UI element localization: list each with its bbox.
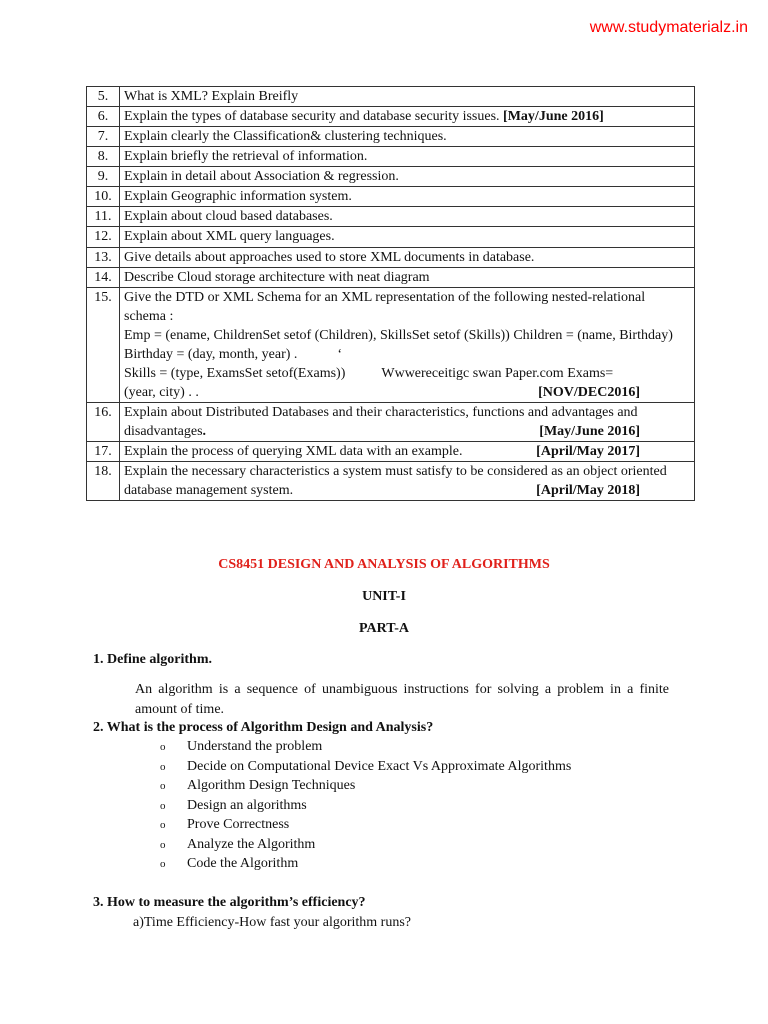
part-heading: PART-A: [358, 621, 410, 636]
course-title: CS8451 DESIGN AND ANALYSIS OF ALGORITHMS: [218, 557, 550, 572]
bullet-icon: o: [160, 858, 166, 870]
table-row: [87, 187, 695, 207]
table-row: [87, 248, 695, 268]
question-text: Explain about XML query languages.: [120, 227, 695, 248]
list-item: o Design an algorithms: [160, 796, 571, 816]
question-text: Explain the types of database security and database security issues. [May/June 2016]: [120, 107, 695, 127]
table-row: [87, 107, 695, 127]
list-item: o Analyze the Algorithm: [160, 835, 571, 855]
bullet-icon: o: [160, 819, 166, 831]
table-row: [87, 403, 695, 442]
question-number: 6.: [87, 107, 120, 127]
question-heading: 3. How to measure the algorithm’s efficiency?: [93, 895, 366, 910]
question-number: 18.: [87, 462, 120, 501]
question-number: 7.: [87, 127, 120, 147]
list-item: o Prove Correctness: [160, 815, 571, 835]
table-row: [87, 288, 695, 403]
bullet-icon: o: [160, 780, 166, 792]
q15-line: Give the DTD or XML Schema for an XML representation of the following nested-relational schema :: [124, 290, 646, 324]
question-number: 9.: [87, 167, 120, 187]
list-item: o Code the Algorithm: [160, 854, 571, 874]
table-row: [87, 227, 695, 248]
question-text: Explain the necessary characteristics a system must satisfy to be considered as an object oriented database management system. [April/May 2018]: [120, 462, 695, 501]
exam-tag: [May/June 2016]: [539, 424, 640, 439]
q15-line: Emp = (ename, ChildrenSet setof (Children), SkillsSet setof (Skills)) Children = (name, Birthday): [124, 328, 673, 343]
question-text: Explain briefly the retrieval of information.: [120, 147, 695, 167]
question-number: 5.: [87, 87, 120, 107]
question-number: 8.: [87, 147, 120, 167]
bullet-icon: o: [160, 799, 166, 812]
q15-line: (year, city) . . [NOV/DEC2016]: [124, 385, 640, 400]
table-row: [87, 147, 695, 167]
question-text: Explain the process of querying XML data with an example. [April/May 2017]: [120, 442, 695, 462]
question-text: Explain Geographic information system.: [120, 187, 695, 207]
question-number: 16.: [87, 403, 120, 442]
question-heading: 2. What is the process of Algorithm Design and Analysis?: [93, 720, 434, 735]
answer-paragraph: An algorithm is a sequence of unambiguous instructions for solving a problem in a finite amount of time.: [135, 682, 669, 717]
list-item: o Algorithm Design Techniques: [160, 776, 571, 796]
bullet-icon: o: [160, 838, 166, 851]
table-row: [87, 207, 695, 227]
table-row: [87, 268, 695, 288]
question-heading: 1. Define algorithm.: [93, 652, 212, 667]
exam-tag: [April/May 2018]: [536, 483, 640, 498]
exam-tag: [May/June 2016]: [503, 109, 604, 124]
table-row: [87, 167, 695, 187]
question-number: 14.: [87, 268, 120, 288]
q15-line: Skills = (type, ExamsSet setof(Exams)) Wwwereceitigc swan Paper.com Exams=: [124, 366, 614, 381]
question-table: [86, 86, 695, 501]
question-text: Explain in detail about Association & regression.: [120, 167, 695, 187]
table-row: [87, 462, 695, 501]
question-number: 11.: [87, 207, 120, 227]
question-text: Describe Cloud storage architecture with neat diagram: [120, 268, 695, 288]
question-text: [120, 288, 695, 403]
question-text: Explain about Distributed Databases and their characteristics, functions and advantages and disadvantages. [May/June 2016]: [120, 403, 695, 442]
unit-heading: UNIT-I: [362, 589, 406, 604]
list-item: o Decide on Computational Device Exact Vs Approximate Algorithms: [160, 757, 571, 777]
q15-line: Birthday = (day, month, year) . ‘: [124, 347, 343, 362]
exam-tag: [NOV/DEC2016]: [538, 385, 640, 400]
answer-subpoint: a)Time Efficiency-How fast your algorithm runs?: [133, 915, 411, 930]
table-row: [87, 87, 695, 107]
table-row: [87, 127, 695, 147]
question-number: 13.: [87, 248, 120, 268]
list-item: o Understand the problem: [160, 737, 571, 757]
bullet-icon: o: [160, 760, 166, 773]
question-number: 10.: [87, 187, 120, 207]
question-number: 17.: [87, 442, 120, 462]
question-number: 15.: [87, 288, 120, 403]
question-text: What is XML? Explain Breifly: [120, 87, 695, 107]
site-watermark: www.studymaterialz.in: [589, 19, 748, 36]
steps-list: [160, 737, 571, 874]
exam-tag: [April/May 2017]: [536, 444, 640, 459]
question-number: 12.: [87, 227, 120, 248]
question-text: Explain clearly the Classification& clustering techniques.: [120, 127, 695, 147]
question-text: Give details about approaches used to store XML documents in database.: [120, 248, 695, 268]
table-row: [87, 442, 695, 462]
question-text: Explain about cloud based databases.: [120, 207, 695, 227]
stray-mark: ‘: [337, 347, 343, 362]
bullet-icon: o: [160, 741, 166, 753]
